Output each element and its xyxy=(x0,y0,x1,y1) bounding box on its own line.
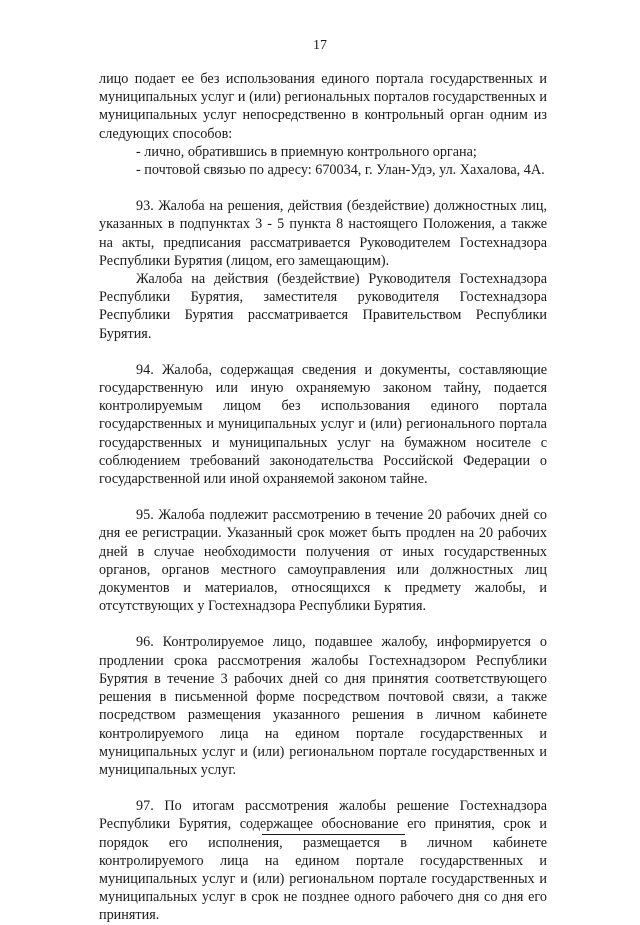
list-item-postal: - почтовой связью по адресу: 670034, г. Улан-Удэ, ул. Хахалова, 4А. xyxy=(136,162,545,179)
paragraph-96: 96. Контролируемое лицо, подавшее жалобу, информируется о продлении срока рассмотрения жалобы Гостехнадзором Республики Бурятия в течение 3 рабочих дней со дня принятия соответствующего решения в письменной форме посредством почтовой связи, а также посредством размещения указанного решения в личном кабинете контролируемого лица на едином портале государственных и муниципальных услуг и (или) региональном портале государственных и муниципальных услуг. xyxy=(99,634,547,778)
paragraph-97: 97. По итогам рассмотрения жалобы решение Гостехнадзора Республики Бурятия, содержащее обоснование его принятия, срок и порядок его исполнения, размещается в личном кабинете контролируемого лица на едином портале государственных и муниципальных услуг и (или) региональном портале государственных и муниципальных услуг в срок не позднее одного рабочего дня со дня его принятия. xyxy=(99,798,547,924)
list-item-in-person: - лично, обратившись в приемную контрольного органа; xyxy=(136,143,477,160)
paragraph-continuation: лицо подает ее без использования единого портала государственных и муниципальных услуг и (или) региональных порталов государственных и муниципальных услуг непосредственно в контрольный орган одним из следующих способов: xyxy=(99,71,547,142)
end-separator-line xyxy=(262,834,405,835)
document-body xyxy=(99,70,547,925)
paragraph-93: 93. Жалоба на решения, действия (бездействие) должностных лиц, указанных в подпунктах 3 - 5 пункта 8 настоящего Положения, а также на акты, предписания рассматривается Руководителем Гостехнадзора Республики Бурятия (лицом, его замещающим). xyxy=(99,198,547,269)
paragraph-95: 95. Жалоба подлежит рассмотрению в течение 20 рабочих дней со дня ее регистрации. Указанный срок может быть продлен на 20 рабочих дней в случае необходимости получения от иных государственных органов, органов местного самоуправления или должностных лиц документов и материалов, относящихся к предмету жалобы, и отсутствующих у Гостехнадзора Республики Бурятия. xyxy=(99,507,547,615)
page-number: 17 xyxy=(313,38,327,53)
paragraph-93-continued: Жалоба на действия (бездействие) Руководителя Гостехнадзора Республики Бурятия, заместителя руководителя Гостехнадзора Республики Бурятия рассматривается Правительством Республики Бурятия. xyxy=(99,271,547,342)
paragraph-94: 94. Жалоба, содержащая сведения и документы, составляющие государственную или иную охраняемую законом тайну, подается контролируемым лицом без использования единого портала государственных и муниципальных услуг и (или) регионального портала государственных и муниципальных услуг на бумажном носителе с соблюдением требований законодательства Российской Федерации о государственной или иной охраняемой законом тайне. xyxy=(99,361,547,488)
